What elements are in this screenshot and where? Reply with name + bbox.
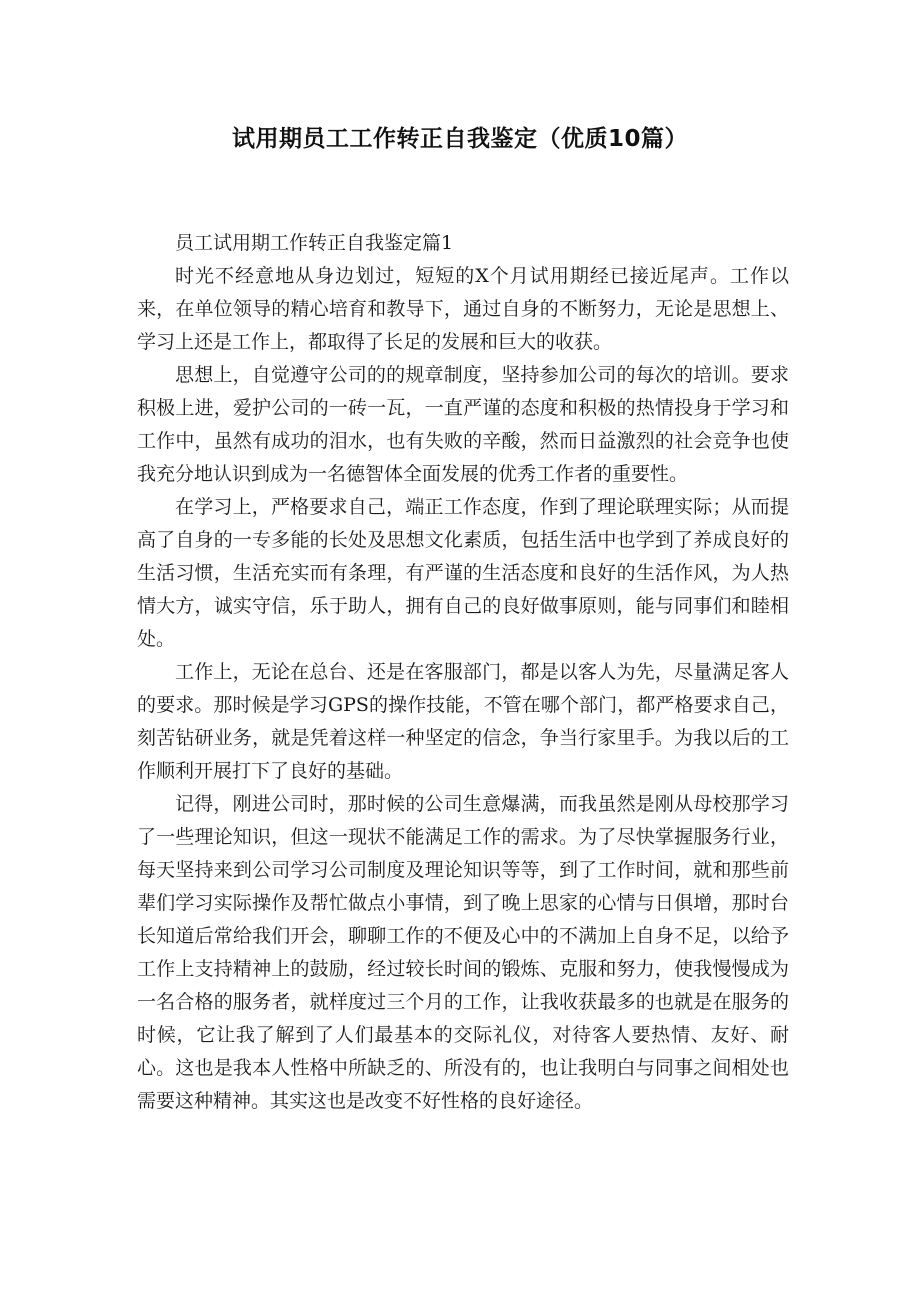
document-title: 试用期员工工作转正自我鉴定（优质10篇） <box>231 126 688 152</box>
section-heading: 员工试用期工作转正自我鉴定篇1 <box>175 232 454 254</box>
document-body <box>137 227 789 1118</box>
paragraph-study: 在学习上，严格要求自己，端正工作态度，作到了理论联理实际；从而提高了自身的一专多能的长处及思想文化素质，包括生活中也学到了养成良好的生活习惯，生活充实而有条理，有严谨的生活态度和良好的生活作风，为人热情大方，诚实守信，乐于助人，拥有自己的良好做事原则，能与同事们和睦相处。 <box>137 496 789 650</box>
paragraph-intro: 时光不经意地从身边划过，短短的X个月试用期经已接近尾声。工作以来，在单位领导的精心培育和教导下，通过自身的不断努力，无论是思想上、学习上还是工作上，都取得了长足的发展和巨大的收获。 <box>137 265 789 353</box>
paragraph-work: 工作上，无论在总台、还是在客服部门，都是以客人为先，尽量满足客人的要求。那时候是学习GPS的操作技能，不管在哪个部门，都严格要求自己，刻苦钻研业务，就是凭着这样一种坚定的信念，争当行家里手。为我以后的工作顺利开展打下了良好的基础。 <box>137 661 789 782</box>
paragraph-thinking: 思想上，自觉遵守公司的的规章制度，坚持参加公司的每次的培训。要求积极上进，爱护公司的一砖一瓦，一直严谨的态度和积极的热情投身于学习和工作中，虽然有成功的泪水，也有失败的辛酸，然而日益激烈的社会竞争也使我充分地认识到成为一名德智体全面发展的优秀工作者的重要性。 <box>137 364 789 485</box>
paragraph-memory: 记得，刚进公司时，那时候的公司生意爆满，而我虽然是刚从母校那学习了一些理论知识，但这一现状不能满足工作的需求。为了尽快掌握服务行业，每天坚持来到公司学习公司制度及理论知识等等，到了工作时间，就和那些前辈们学习实际操作及帮忙做点小事情，到了晚上思家的心情与日俱增，那时台长知道后常给我们开会，聊聊工作的不便及心中的不满加上自身不足，以给予工作上支持精神上的鼓励，经过较长时间的锻炼、克服和努力，使我慢慢成为一名合格的服务者，就样度过三个月的工作，让我收获最多的也就是在服务的时候，它让我了解到了人们最基本的交际礼仪，对待客人要热情、友好、耐心。这也是我本人性格中所缺乏的、所没有的，也让我明白与同事之间相处也需要这种精神。其实这也是改变不好性格的良好途径。 <box>137 793 789 1112</box>
